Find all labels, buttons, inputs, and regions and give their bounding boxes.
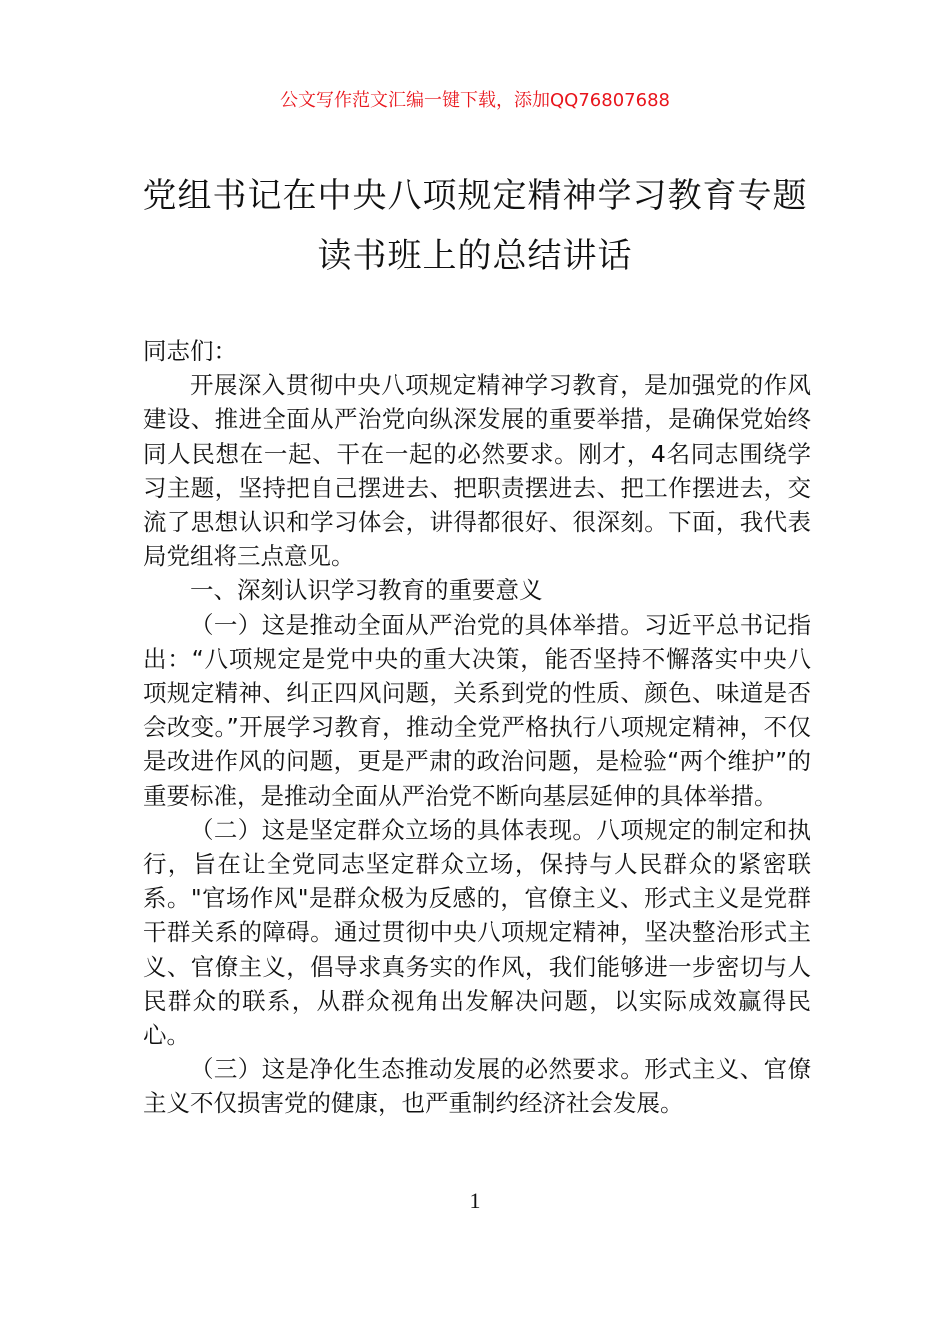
paragraph-point-3: （三）这是净化生态推动发展的必然要求。形式主义、官僚主义不仅损害党的健康，也严重制约经济社会发展。 [143,1055,811,1118]
paragraph-intro: 开展深入贯彻中央八项规定精神学习教育，是加强党的作风建设、推进全面从严治党向纵深发展的重要举措，是确保党始终同人民想在一起、干在一起的必然要求。刚才，4名同志围绕学习主题，坚持把自己摆进去、把职责摆进去、把工作摆进去，交流了思想认识和学习体会，讲得都很好、很深刻。下面，我代表局党组将三点意见。 [143,371,811,571]
document-title: 党组书记在中央八项规定精神学习教育专题读书班上的总结讲话 [142,176,808,276]
section-heading: 一、深刻认识学习教育的重要意义 [190,576,543,605]
paragraph-point-1: （一）这是推动全面从严治党的具体举措。习近平总书记指出：“八项规定是党中央的重大决策，能否坚持不懈落实中央八项规定精神、纠正四风问题，关系到党的性质、颜色、味道是否会改变。”开展学习教育，推动全党严格执行八项规定精神，不仅是改进作风的问题，更是严肃的政治问题，是检验“两个维护”的重要标准，是推动全面从严治党不断向基层延伸的具体举措。 [143,610,811,810]
salutation: 同志们： [143,337,237,365]
paragraph-point-2: （二）这是坚定群众立场的具体表现。八项规定的制定和执行，旨在让全党同志坚定群众立场，保持与人民群众的紧密联系。"官场作风"是群众极为反感的，官僚主义、形式主义是党群干群关系的障碍。通过贯彻中央八项规定精神，坚决整治形式主义、官僚主义，倡导求真务实的作风，我们能够进一步密切与人民群众的联系，从群众视角出发解决问题，以实际成效赢得民心。 [143,815,811,1050]
page-number: 1 [469,1188,481,1213]
document-body [143,334,811,1121]
download-notice: 公文写作范文汇编一键下载，添加QQ76807688 [280,90,670,111]
